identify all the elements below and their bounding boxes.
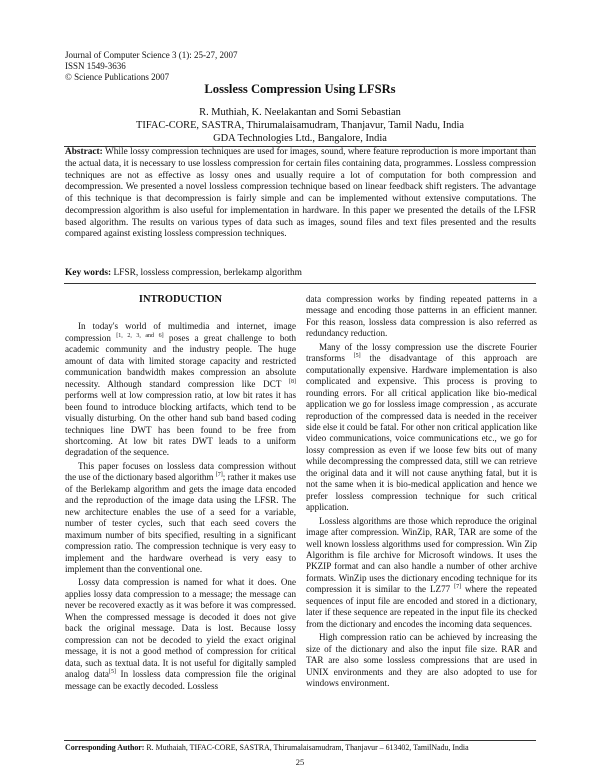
abstract-label: Abstract: xyxy=(65,147,103,157)
citation: [8] xyxy=(289,378,296,385)
introduction-heading: INTRODUCTION xyxy=(138,294,223,305)
right-paragraph-1: data compression works by finding repeated patterns in a message and encoding those patterns in an efficient manner. For this reason, lossless data compression is also referred as redundancy reduction. xyxy=(306,294,537,339)
keywords-label: Key words: xyxy=(65,268,112,278)
footer-rule xyxy=(64,740,536,741)
citation: [7] xyxy=(454,584,462,591)
corresponding-author-label: Corresponding Author: xyxy=(65,743,145,752)
journal-citation: Journal of Computer Science 3 (1): 25-27, 2007 xyxy=(65,50,238,60)
right-paragraph-2: Many of the lossy compression use the discrete Fourier transforms [5] the disadvantage of this approach are computationally expensive. Hardware implementation is also complicated and expensive. This process is proving to rounding errors. For all critical application like bio-medical application we go for lossless image compression , as accurate reproduction of the compressed data is needed in the receiver side else it could be fatal. For other non critical application like video communications, voice communications etc., we go for lossy compression as even if we loose few bits out of many while decompressing the compressed data, still we can retrieve the original data and it will not cause anything fatal, but it is not the same when it is bio-medical application and hence we prefer lossless compression technique for such critical application. xyxy=(306,341,537,513)
journal-issn: ISSN 1549-3636 xyxy=(65,61,126,71)
author-names: R. Muthiah, K. Neelakantan and Somi Sebastian xyxy=(199,107,401,118)
abstract-text: While lossy compression techniques are used for images, sound, where feature reproduction is more important than the actual data, it is necessary to use lossless compression for certain files containing data, programmes. Lossless compression techniques are not as effective as lossy ones and usually require a lot of computation for both compression and decompression. We presented a novel lossless compression technique based on linear feedback shift registers. The advantage of this technique is that decompression is fairly simple and can be implemented without extensive computations. The decompression algorithm is also useful for implementation in hardware. In this paper we presented the details of the LFSR based algorithm. The results on various types of data such as images, sound files and text files presented and the results compared against existing lossless compression techniques. xyxy=(65,147,537,240)
citation: [5] xyxy=(353,353,361,360)
journal-header xyxy=(65,50,237,83)
right-column xyxy=(306,294,537,689)
keywords-bottom-rule xyxy=(64,283,536,284)
affiliation-2: GDA Technologies Ltd., Bangalore, India xyxy=(213,133,387,144)
abstract xyxy=(65,147,536,241)
corresponding-author-text: R. Muthaiah, TIFAC-CORE, SASTRA, Thirumalaisamudram, Thanjavur – 613402, TamilNadu, India xyxy=(146,743,469,752)
citation: [1, 2, 3, and 6] xyxy=(116,332,164,339)
citation: [5] xyxy=(108,669,116,676)
journal-copyright: © Science Publications 2007 xyxy=(65,72,170,82)
keywords-text: LFSR, lossless compression, berlekamp algorithm xyxy=(113,268,302,278)
author-block xyxy=(0,106,600,145)
left-paragraph-3: Lossy data compression is named for what it does. One applies lossy data compression to a message; the message can never be recovered exactly as it was before it was compressed. When the compressed message is decoded it does not give back the original message. Data is lost. Because lossy compression can not be decoded to yield the exact original message, it is not a good method of compression for critical data, such as textual data. It is not useful for digitally sampled analog data[5] In lossless data compression file the original message can be exactly decoded. Lossless xyxy=(65,577,296,691)
left-column xyxy=(65,294,296,692)
paper-title: Lossless Compression Using LFSRs xyxy=(204,82,396,96)
page-number: 25 xyxy=(295,757,305,767)
right-paragraph-4: High compression ratio can be achieved by increasing the size of the dictionary and also the input file size. RAR and TAR are also some lossless compressions that are used in UNIX environments and they are also adopted to use for windows environment. xyxy=(306,632,537,688)
citation: [7] xyxy=(215,472,223,479)
keywords xyxy=(65,268,302,278)
right-paragraph-3: Lossless algorithms are those which reproduce the original image after compression. WinZip, RAR, TAR are some of the well known lossless algorithms used for compression. Win Zip Algorithm is file archive for Microsoft windows. It uses the PKZIP format and can also handle a number of other archive formats. WinZip uses the dictionary encoding technique for its compression it is similar to the LZ77 [7] where the repeated sequences of input file are encoded and stored in a dictionary, later if these sequence are repeated in the input file its checked from the dictionary and encodes the incoming data sequences. xyxy=(306,515,537,629)
affiliation-1: TIFAC-CORE, SASTRA, Thirumalaisamudram, Thanjavur, Tamil Nadu, India xyxy=(136,120,464,131)
left-paragraph-2: This paper focuses on lossless data compression without the use of the dictionary based algorithm [7]; rather it makes use of the Berlekamp algorithm and gets the image data encoded and the reproduction of the image data using the LFSR. The new architecture enables the use of a seed for a variable, number of tester cycles, such that each seed covers the maximum number of bits specified, resulting in a significant compression ratio. The compression technique is very easy to implement and the hardware overhead is very easy to implement than the conventional one. xyxy=(65,460,296,574)
left-paragraph-1: In today's world of multimedia and internet, image compression [1, 2, 3, and 6] poses a great challenge to both academic community and the industry people. The huge amount of data with limited storage capacity and restricted communication bandwidth makes compression an absolute necessity. Although standard compression like DCT [8] performs well at low compression ratio, at low bit rates it has been found to introduce blocking artifacts, which tend to be visually disturbing. On the other hand sub band based coding techniques line DWT has been found to be free from shortcoming. At low bit rates DWT leads to a uniform degradation of the sequence. xyxy=(65,321,296,458)
corresponding-author xyxy=(65,743,537,752)
